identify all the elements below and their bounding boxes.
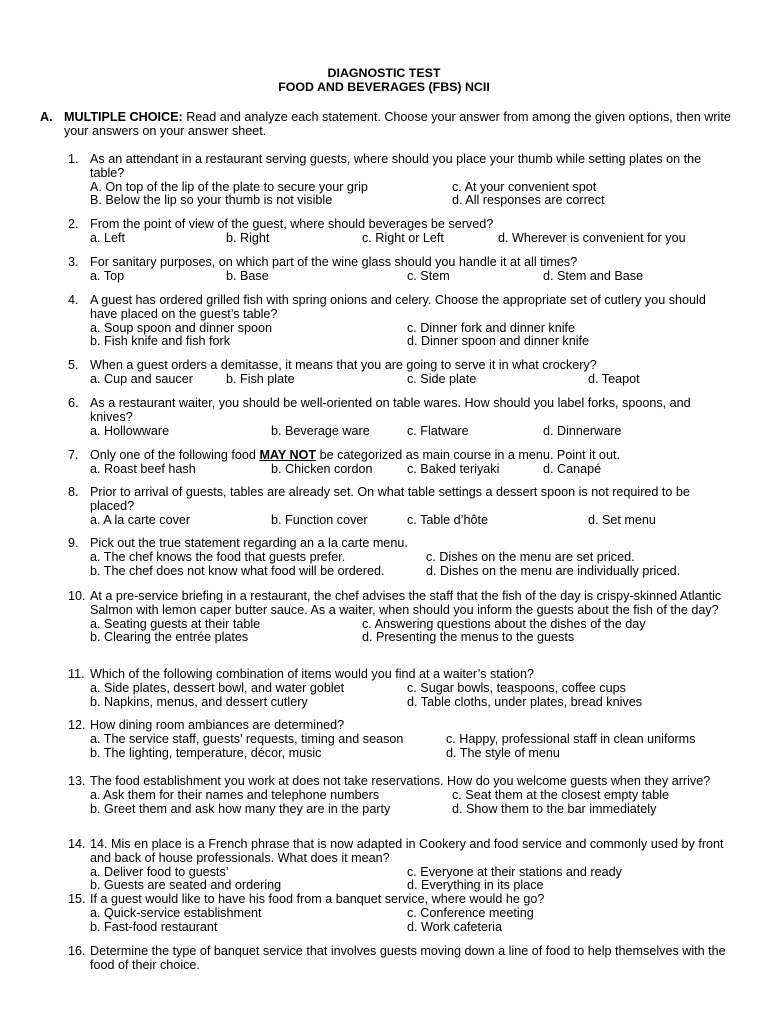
question-number: 15. bbox=[68, 892, 86, 906]
question-stem: As a restaurant waiter, you should be well-oriented on table wares. How should you label forks, spoons, and knives? bbox=[90, 396, 691, 424]
option-c: c. Conference meeting bbox=[407, 905, 534, 920]
question-stem: 14. Mis en place is a French phrase that is now adapted in Cookery and food service and commonly used by front and back of house professionals. What does it mean? bbox=[90, 837, 724, 865]
option-d: d. Stem and Base bbox=[543, 268, 644, 283]
option-a: a. Top bbox=[90, 268, 125, 283]
option-c: c. Dinner fork and dinner knife bbox=[407, 320, 576, 335]
option-a: a. Hollowware bbox=[90, 423, 170, 438]
option-a: a. A la carte cover bbox=[90, 512, 191, 527]
option-c: c. Table d’hôte bbox=[407, 512, 488, 527]
question-stem: If a guest would like to have his food from a banquet service, where would he go? bbox=[90, 892, 545, 906]
section-instructions bbox=[64, 111, 744, 139]
question-stem: How dining room ambiances are determined? bbox=[90, 718, 345, 732]
question-number: 1. bbox=[68, 152, 79, 166]
option-b: B. Below the lip so your thumb is not visible bbox=[90, 193, 333, 208]
option-b: b. Greet them and ask how many they are in the party bbox=[90, 801, 391, 816]
question-number: 11. bbox=[68, 667, 85, 681]
option-a: a. Soup spoon and dinner spoon bbox=[90, 320, 273, 335]
question-number: 6. bbox=[68, 396, 79, 410]
question-stem: The food establishment you work at does not take reservations. How do you welcome guests when they arrive? bbox=[90, 774, 711, 788]
option-b: b. Base bbox=[226, 268, 269, 283]
question-stem: From the point of view of the guest, where should beverages be served? bbox=[90, 217, 494, 231]
option-b: b. Function cover bbox=[271, 512, 368, 527]
question-number: 12. bbox=[68, 718, 86, 732]
option-d: d. Dishes on the menu are individually priced. bbox=[426, 563, 681, 578]
question-number: 9. bbox=[68, 536, 79, 550]
option-a: a. The chef knows the food that guests prefer. bbox=[90, 549, 346, 564]
option-c: c. Stem bbox=[407, 268, 450, 283]
section-instructions-text: Read and analyze each statement. Choose your answer from among the given options, then write your answers on your answer sheet. bbox=[64, 110, 731, 138]
question-stem: Prior to arrival of guests, tables are already set. On what table settings a dessert spoon is not required to be placed? bbox=[90, 485, 690, 513]
question-stem: When a guest orders a demitasse, it means that you are going to serve it in what crockery? bbox=[90, 358, 597, 372]
question-stem: Determine the type of banquet service that involves guests moving down a line of food to help themselves with the food of their choice. bbox=[90, 944, 726, 972]
question-number: 3. bbox=[68, 255, 79, 269]
question-stem: Which of the following combination of items would you find at a waiter’s station? bbox=[90, 667, 535, 681]
option-a: A. On top of the lip of the plate to secure your grip bbox=[90, 179, 368, 194]
question-number: 2. bbox=[68, 217, 79, 231]
section-letter: A. bbox=[40, 110, 53, 124]
option-a: a. Quick-service establishment bbox=[90, 905, 262, 920]
option-b: b. Fish knife and fish fork bbox=[90, 334, 230, 349]
question-stem: Pick out the true statement regarding an a la carte menu. bbox=[90, 536, 408, 550]
option-d: d. Canapé bbox=[543, 461, 602, 476]
question-number: 10. bbox=[68, 589, 86, 603]
question-stem: For sanitary purposes, on which part of the wine glass should you handle it at all times? bbox=[90, 255, 578, 269]
option-b: b. The lighting, temperature, décor, music bbox=[90, 745, 322, 760]
option-a: a. The service staff, guests’ requests, timing and season bbox=[90, 731, 404, 746]
question-number: 13. bbox=[68, 774, 86, 788]
option-b: b. The chef does not know what food will be ordered. bbox=[90, 563, 385, 578]
option-c: c. Happy, professional staff in clean uniforms bbox=[446, 731, 696, 746]
option-b: b. Guests are seated and ordering bbox=[90, 878, 282, 893]
option-b: b. Clearing the entrée plates bbox=[90, 630, 249, 645]
option-a: a. Roast beef hash bbox=[90, 461, 196, 476]
question-stem-part: Only one of the following food bbox=[90, 448, 260, 462]
question-number: 5. bbox=[68, 358, 79, 372]
question-stem: At a pre-service briefing in a restaurant, the chef advises the staff that the fish of the day is crispy-skinned Atlantic Salmon with lemon caper butter sauce. As a waiter, when should you inform the guests about the fish of the day? bbox=[90, 589, 722, 617]
option-d: d. Set menu bbox=[588, 512, 656, 527]
question-stem bbox=[90, 449, 736, 463]
option-b: b. Fish plate bbox=[226, 371, 295, 386]
option-d: d. Dinner spoon and dinner knife bbox=[407, 334, 590, 349]
option-d: d. Table cloths, under plates, bread knives bbox=[407, 694, 642, 709]
option-b: b. Napkins, menus, and dessert cutlery bbox=[90, 694, 308, 709]
option-c: c. Dishes on the menu are set priced. bbox=[426, 549, 635, 564]
question-stem: A guest has ordered grilled fish with spring onions and celery. Choose the appropriate set of cutlery you should have placed on the guest’s table? bbox=[90, 293, 706, 321]
option-a: a. Ask them for their names and telephone numbers bbox=[90, 787, 380, 802]
document-subtitle: FOOD AND BEVERAGES (FBS) NCII bbox=[278, 80, 490, 94]
option-d: d. Teapot bbox=[588, 371, 640, 386]
option-c: c. Side plate bbox=[407, 371, 477, 386]
option-d: d. Everything in its place bbox=[407, 878, 544, 893]
option-d: d. Presenting the menus to the guests bbox=[362, 630, 575, 645]
option-a: a. Cup and saucer bbox=[90, 371, 193, 386]
option-d: d. Show them to the bar immediately bbox=[452, 801, 657, 816]
option-c: c. Flatware bbox=[407, 423, 469, 438]
option-d: d. Work cafeteria bbox=[407, 919, 502, 934]
option-c: c. Answering questions about the dishes of the day bbox=[362, 616, 646, 631]
option-d: d. Wherever is convenient for you bbox=[498, 230, 686, 245]
option-c: c. Right or Left bbox=[362, 230, 444, 245]
question-number: 7. bbox=[68, 448, 79, 462]
option-a: a. Left bbox=[90, 230, 126, 245]
option-c: c. Sugar bowls, teaspoons, coffee cups bbox=[407, 680, 626, 695]
emphasis-may-not: MAY NOT bbox=[259, 448, 317, 462]
option-c: c. At your convenient spot bbox=[452, 179, 597, 194]
section-heading: MULTIPLE CHOICE: bbox=[64, 110, 183, 124]
question-stem-part: be categorized as main course in a menu. Point it out. bbox=[316, 448, 620, 462]
question-number: 4. bbox=[68, 293, 79, 307]
option-a: a. Deliver food to guests’ bbox=[90, 864, 229, 879]
option-c: c. Seat them at the closest empty table bbox=[452, 787, 670, 802]
option-b: b. Fast-food restaurant bbox=[90, 919, 218, 934]
option-a: a. Seating guests at their table bbox=[90, 616, 261, 631]
option-b: b. Right bbox=[226, 230, 270, 245]
question-number: 8. bbox=[68, 485, 79, 499]
option-d: d. Dinnerware bbox=[543, 423, 622, 438]
option-d: d. The style of menu bbox=[446, 745, 560, 760]
option-a: a. Side plates, dessert bowl, and water goblet bbox=[90, 680, 345, 695]
document-title: DIAGNOSTIC TEST bbox=[327, 66, 441, 80]
option-c: c. Baked teriyaki bbox=[407, 461, 500, 476]
question-stem: As an attendant in a restaurant serving guests, where should you place your thumb while setting plates on the table? bbox=[90, 152, 702, 180]
option-b: b. Beverage ware bbox=[271, 423, 370, 438]
question-number: 14. bbox=[68, 837, 86, 851]
question-number: 16. bbox=[68, 944, 86, 958]
option-c: c. Everyone at their stations and ready bbox=[407, 864, 622, 879]
option-b: b. Chicken cordon bbox=[271, 461, 373, 476]
option-d: d. All responses are correct bbox=[452, 193, 605, 208]
